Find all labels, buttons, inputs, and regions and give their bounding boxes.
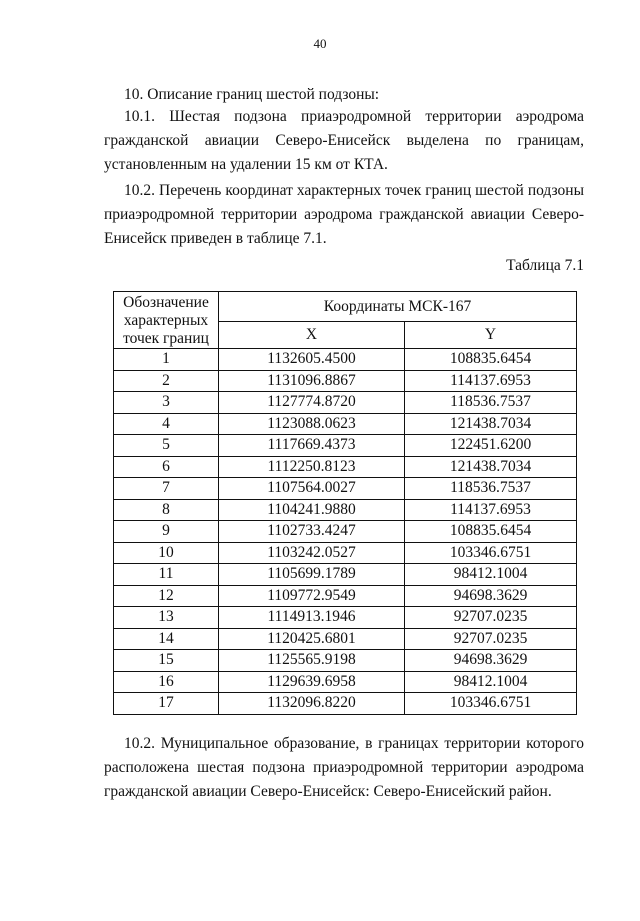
table-row: [114, 392, 577, 414]
cell-point-number: 12: [114, 585, 219, 607]
cell-x: 1120425.6801: [219, 628, 405, 650]
cell-point-number: 13: [114, 607, 219, 629]
table-row: [114, 349, 577, 371]
cell-x: 1109772.9549: [219, 585, 405, 607]
cell-y: 103346.6751: [405, 693, 577, 715]
cell-y: 114137.6953: [405, 499, 577, 521]
cell-x: 1102733.4247: [219, 521, 405, 543]
header-point-designation: Обозначение характерных точек границ: [114, 292, 219, 349]
table-row: [114, 542, 577, 564]
cell-y: 118536.7537: [405, 478, 577, 500]
cell-x: 1117669.4373: [219, 435, 405, 457]
cell-point-number: 8: [114, 499, 219, 521]
cell-x: 1132096.8220: [219, 693, 405, 715]
page-number: 40: [313, 36, 327, 51]
cell-y: 92707.0235: [405, 628, 577, 650]
table-row: [114, 478, 577, 500]
cell-y: 121438.7034: [405, 456, 577, 478]
cell-y: 122451.6200: [405, 435, 577, 457]
cell-x: 1132605.4500: [219, 349, 405, 371]
table-row: [114, 585, 577, 607]
cell-point-number: 9: [114, 521, 219, 543]
table-row: [114, 607, 577, 629]
cell-point-number: 3: [114, 392, 219, 414]
cell-y: 94698.3629: [405, 585, 577, 607]
table-row: [114, 650, 577, 672]
cell-x: 1112250.8123: [219, 456, 405, 478]
cell-x: 1123088.0623: [219, 413, 405, 435]
table-row: [114, 456, 577, 478]
table-row: [114, 370, 577, 392]
table-caption: Таблица 7.1: [506, 257, 584, 274]
coordinates-table-body: [114, 349, 577, 715]
header-coordinates: Координаты МСК-167: [219, 292, 577, 322]
cell-y: 92707.0235: [405, 607, 577, 629]
paragraph-subzone-definition: 10.1. Шестая подзона приаэродромной территории аэродрома гражданской авиации Северо-Енисейск выделена по границам, установленным на удалении 15 км от КТА.: [104, 108, 584, 173]
table-row: [114, 413, 577, 435]
table-row: [114, 435, 577, 457]
cell-point-number: 2: [114, 370, 219, 392]
cell-y: 121438.7034: [405, 413, 577, 435]
cell-y: 114137.6953: [405, 370, 577, 392]
table-row: [114, 628, 577, 650]
cell-point-number: 17: [114, 693, 219, 715]
paragraph-municipality: 10.2. Муниципальное образование, в границах территории которого расположена шестая подзона приаэродромной территории аэродрома гражданской авиации Северо-Енисейск: Северо-Енисейский район.: [104, 735, 584, 800]
table-row: [114, 499, 577, 521]
cell-point-number: 14: [114, 628, 219, 650]
cell-y: 108835.6454: [405, 521, 577, 543]
cell-x: 1104241.9880: [219, 499, 405, 521]
cell-point-number: 6: [114, 456, 219, 478]
section-title: 10. Описание границ шестой подзоны:: [124, 86, 380, 103]
cell-y: 98412.1004: [405, 564, 577, 586]
header-x: X: [219, 321, 405, 348]
cell-x: 1125565.9198: [219, 650, 405, 672]
cell-y: 108835.6454: [405, 349, 577, 371]
header-y: Y: [405, 321, 577, 348]
table-row: [114, 693, 577, 715]
cell-y: 98412.1004: [405, 671, 577, 693]
coordinates-table: [113, 291, 577, 715]
cell-y: 94698.3629: [405, 650, 577, 672]
cell-x: 1114913.1946: [219, 607, 405, 629]
cell-point-number: 7: [114, 478, 219, 500]
table-row: [114, 671, 577, 693]
table-row: [114, 564, 577, 586]
paragraph-coordinates-intro: 10.2. Перечень координат характерных точек границ шестой подзоны приаэродромной территории аэродрома гражданской авиации Северо-Енисейск приведен в таблице 7.1.: [104, 182, 584, 247]
cell-point-number: 15: [114, 650, 219, 672]
cell-x: 1107564.0027: [219, 478, 405, 500]
cell-point-number: 1: [114, 349, 219, 371]
cell-x: 1127774.8720: [219, 392, 405, 414]
cell-y: 118536.7537: [405, 392, 577, 414]
table-row: [114, 521, 577, 543]
cell-x: 1131096.8867: [219, 370, 405, 392]
cell-point-number: 11: [114, 564, 219, 586]
cell-point-number: 4: [114, 413, 219, 435]
cell-y: 103346.6751: [405, 542, 577, 564]
cell-point-number: 10: [114, 542, 219, 564]
cell-x: 1105699.1789: [219, 564, 405, 586]
cell-point-number: 5: [114, 435, 219, 457]
cell-x: 1103242.0527: [219, 542, 405, 564]
cell-point-number: 16: [114, 671, 219, 693]
cell-x: 1129639.6958: [219, 671, 405, 693]
